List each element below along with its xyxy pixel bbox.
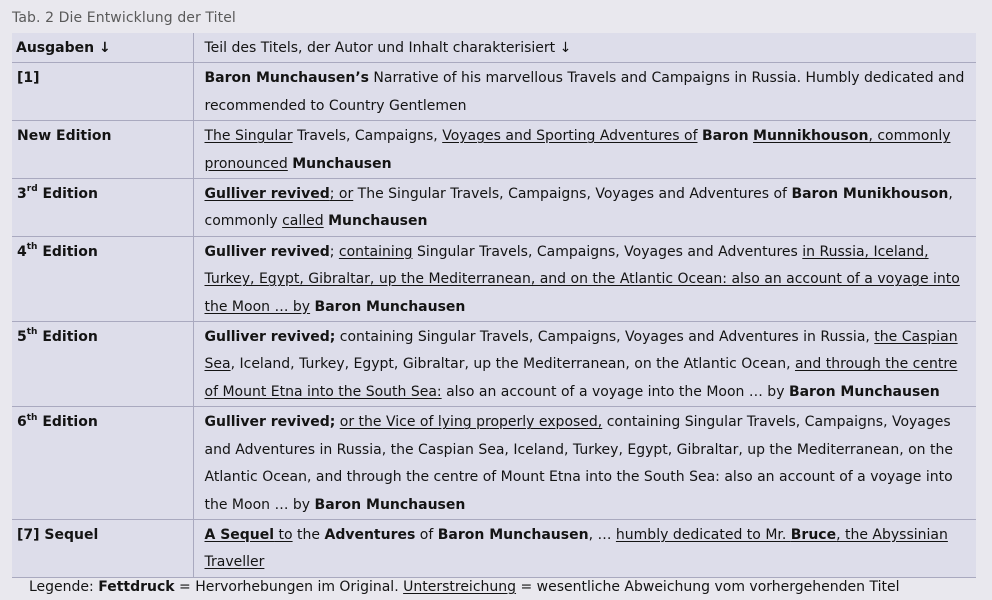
edition-cell <box>12 121 193 179</box>
table-row <box>12 519 976 577</box>
title-text-segment: The Singular <box>204 128 293 145</box>
edition-ordinal-suffix: th <box>26 327 38 338</box>
edition-cell <box>12 236 193 321</box>
title-text-segment: , the Abyssinian Traveller <box>204 526 948 571</box>
legend-underline-word: Unterstreichung <box>403 579 517 595</box>
title-text-segment: Baron Munikhouson <box>791 186 949 203</box>
title-text-segment: containing Singular Travels, Campaigns, Voyages and Adventures in Russia, <box>335 329 875 346</box>
titles-table-container <box>12 33 976 595</box>
title-text-segment: ; <box>329 243 339 260</box>
edition-label-rest: Edition <box>37 243 98 260</box>
edition-label-rest: Edition <box>37 329 98 346</box>
title-text-segment: or the Vice of lying properly exposed, <box>339 414 603 431</box>
title-text-segment: and through the centre of Mount Etna into the South Sea: <box>204 356 958 400</box>
title-text-segment: The Singular Travels, Campaigns, Voyages and Adventures of <box>353 186 792 203</box>
edition-label: 3 <box>17 186 27 203</box>
title-cell <box>193 322 976 407</box>
edition-label: [1] <box>17 70 40 87</box>
legend-bold-word: Fettdruck <box>98 579 175 595</box>
edition-label-rest: Edition <box>37 186 98 203</box>
title-cell <box>193 236 976 321</box>
edition-ordinal-suffix: rd <box>26 184 38 195</box>
title-text-segment: , commonly <box>204 186 953 230</box>
title-cell <box>193 63 976 121</box>
title-text-segment: , Iceland, Turkey, Egypt, Gibraltar, up the Mediterranean, on the Atlantic Ocean, <box>230 356 795 373</box>
title-text-segment: Gulliver revived; <box>204 414 336 431</box>
title-text-segment: Baron Munchausen <box>314 496 466 513</box>
legend-prefix: Legende: <box>29 579 99 595</box>
title-text-segment: also an account of a voyage into the Moon … by <box>441 383 789 400</box>
edition-cell <box>12 179 193 237</box>
edition-cell <box>12 407 193 520</box>
table-row <box>12 63 976 121</box>
title-text-segment: Gulliver revived <box>204 243 330 260</box>
title-text-segment: Voyages and Sporting Adventures of <box>442 128 698 145</box>
title-text-segment: ; or <box>329 186 354 203</box>
edition-label: New Edition <box>17 128 112 145</box>
title-cell <box>193 121 976 179</box>
table-row <box>12 236 976 321</box>
title-cell <box>193 179 976 237</box>
title-text-segment: Bruce <box>790 526 837 543</box>
edition-label: 4 <box>17 243 27 260</box>
title-text-segment: Munchausen <box>328 213 428 230</box>
title-text-segment: Baron Munchausen <box>437 526 589 543</box>
title-text-segment: , commonly pronounced <box>204 128 951 172</box>
legend-suffix: = wesentliche Abweichung vom vorhergehenden Titel <box>516 579 900 595</box>
legend <box>29 579 899 595</box>
title-cell <box>193 519 976 577</box>
title-text-segment: Gulliver revived; <box>204 329 336 346</box>
title-text-segment: Baron Munchausen’s <box>204 70 369 87</box>
edition-cell <box>12 519 193 577</box>
edition-cell <box>12 63 193 121</box>
edition-label-rest: Edition <box>37 414 98 431</box>
title-text-segment: of <box>415 526 438 543</box>
table-row <box>12 121 976 179</box>
table-caption: Tab. 2 Die Entwicklung der Titel <box>12 10 236 26</box>
title-text-segment: containing Singular Travels, Campaigns, Voyages and Adventures in Russia, the Caspian Sea, Iceland, Turkey, Egypt, Gibraltar, up the Mediterranean, on the Atlantic Ocean, and through the centre of Mount Etna into the South Sea: also an account of a voyage into the Moon … by <box>204 414 953 513</box>
title-cell <box>193 407 976 520</box>
title-text-segment: Adventures <box>324 526 416 543</box>
column-header-editions: Ausgaben ↓ <box>12 33 193 63</box>
table-row <box>12 407 976 520</box>
table-row <box>12 179 976 237</box>
edition-label: 6 <box>17 414 27 431</box>
title-text-segment: Gulliver revived <box>204 186 330 203</box>
edition-label: [7] Sequel <box>17 526 99 543</box>
edition-cell <box>12 322 193 407</box>
title-text-segment: Singular Travels, Campaigns, Voyages and Adventures <box>412 243 803 260</box>
title-text-segment: the Caspian Sea <box>204 329 958 373</box>
title-text-segment: Munchausen <box>292 155 392 172</box>
title-text-segment: Travels, Campaigns, <box>292 128 443 145</box>
titles-table <box>12 33 976 578</box>
title-text-segment: Munnikhouson <box>753 128 869 145</box>
title-text-segment: , … <box>588 526 616 543</box>
title-text-segment: Baron Munchausen <box>788 383 940 400</box>
title-text-segment: containing <box>338 243 413 260</box>
title-text-segment: humbly dedicated to Mr. <box>615 526 791 543</box>
table-row <box>12 322 976 407</box>
title-text-segment: Narrative of his marvellous Travels and Campaigns in Russia. Humbly dedicated and recommended to Country Gentlemen <box>204 70 965 114</box>
table-header-row <box>12 33 976 63</box>
title-text-segment: Baron <box>701 128 749 145</box>
title-text-segment: to <box>274 526 293 543</box>
title-text-segment: the <box>292 526 325 543</box>
title-text-segment: in Russia, Iceland, Turkey, Egypt, Gibraltar, up the Mediterranean, and on the Atlantic Ocean: also an account of a voyage into the Moon … by <box>204 243 960 315</box>
title-text-segment: Baron Munchausen <box>314 298 466 315</box>
column-header-title-part: Teil des Titels, der Autor und Inhalt charakterisiert ↓ <box>204 40 572 56</box>
title-text-segment: called <box>282 213 324 230</box>
edition-label: 5 <box>17 329 27 346</box>
edition-ordinal-suffix: th <box>26 242 38 253</box>
edition-ordinal-suffix: th <box>26 412 38 423</box>
title-text-segment: A Sequel <box>204 526 275 543</box>
legend-middle: = Hervorhebungen im Original. <box>174 579 404 595</box>
